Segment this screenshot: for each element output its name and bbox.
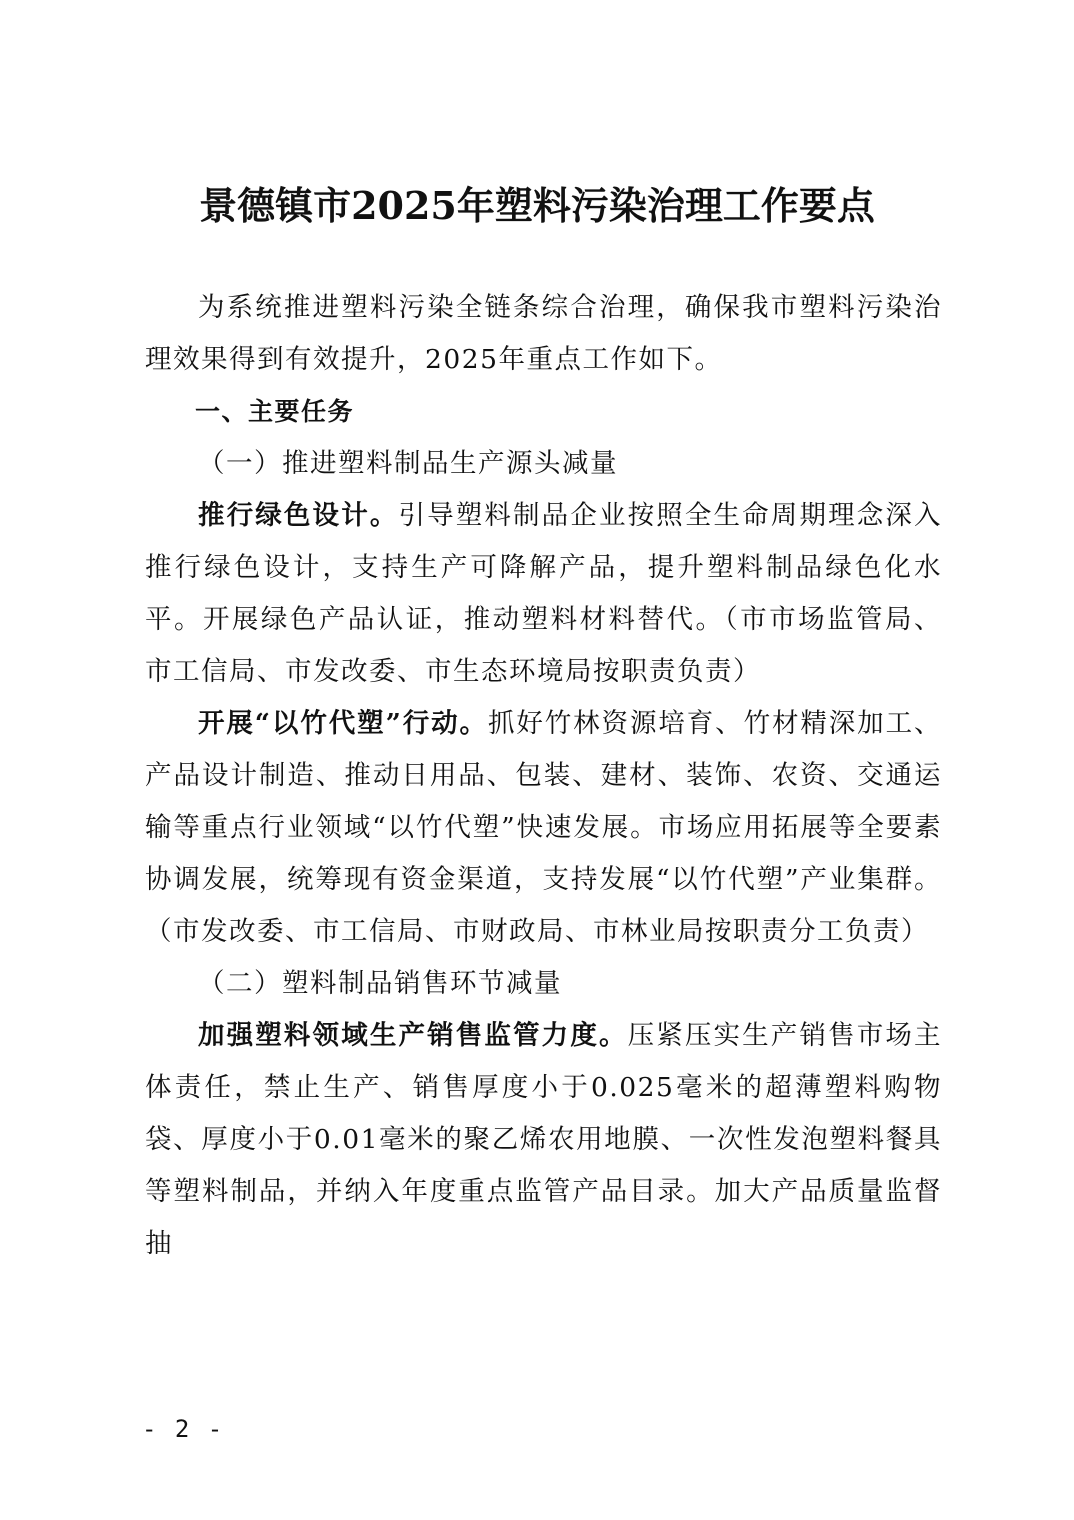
intro-paragraph: 为系统推进塑料污染全链条综合治理，确保我市塑料污染治理效果得到有效提升，2025年重点工作如下。 — [145, 292, 942, 375]
paragraph-lead: 推行绿色设计。 — [198, 500, 399, 531]
subsection-heading-sales-reduction: （二）塑料制品销售环节减量 — [198, 968, 562, 999]
paragraph-lead: 开展“以竹代塑”行动。 — [198, 708, 488, 739]
document-title: 景德镇市2025年塑料污染治理工作要点 — [199, 183, 875, 228]
paragraph-lead: 加强塑料领域生产销售监管力度。 — [198, 1020, 628, 1051]
paragraph-bamboo-replacing-plastic — [145, 698, 942, 958]
subsection-heading-production-reduction: （一）推进塑料制品生产源头减量 — [198, 448, 618, 479]
page-number: - 2 - — [142, 1415, 225, 1443]
document-body — [145, 282, 942, 1270]
section-heading-main-tasks: 一、主要任务 — [195, 397, 355, 426]
paragraph-green-design — [145, 490, 942, 698]
paragraph-text: 抓好竹林资源培育、竹材精深加工、产品设计制造、推动日用品、包装、建材、装饰、农资、交通运输等重点行业领域“以竹代塑”快速发展。市场应用拓展等全要素协调发展，统筹现有资金渠道，支持发展“以竹代塑”产业集群。（市发改委、市工信局、市财政局、市林业局按职责分工负责） — [145, 708, 942, 947]
paragraph-text: 引导塑料制品企业按照全生命周期理念深入推行绿色设计，支持生产可降解产品，提升塑料制品绿色化水平。开展绿色产品认证，推动塑料材料替代。（市市场监管局、市工信局、市发改委、市生态环境局按职责负责） — [145, 500, 943, 687]
paragraph-supervision — [145, 1010, 942, 1270]
paragraph-text: 压紧压实生产销售市场主体责任，禁止生产、销售厚度小于0.025毫米的超薄塑料购物袋、厚度小于0.01毫米的聚乙烯农用地膜、一次性发泡塑料餐具等塑料制品，并纳入年度重点监管产品目录。加大产品质量监督抽 — [145, 1020, 943, 1259]
